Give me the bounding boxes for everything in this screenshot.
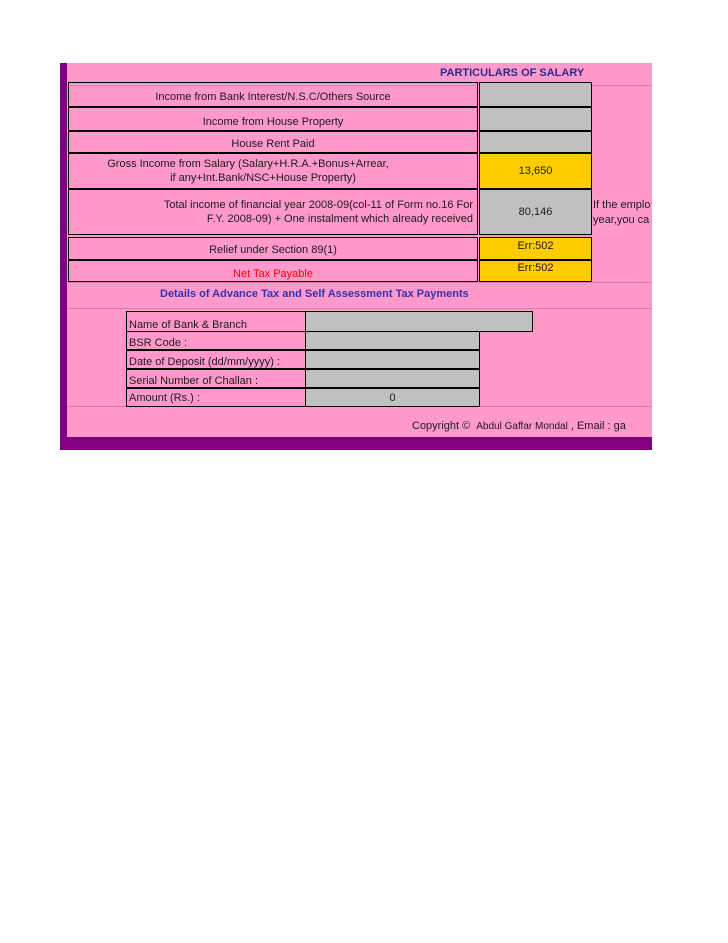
value-net-tax-payable[interactable]: Err:502 <box>479 260 592 282</box>
value-relief-89[interactable]: Err:502 <box>479 237 592 260</box>
copyright-text: Copyright © <box>412 420 471 432</box>
input-date-of-deposit[interactable] <box>305 350 480 369</box>
label-gross-income-line2: if any+Int.Bank/NSC+House Property) <box>170 172 356 184</box>
label-net-tax-payable: Net Tax Payable <box>68 260 478 282</box>
side-note <box>593 198 652 228</box>
input-house-rent-paid[interactable] <box>479 131 592 153</box>
left-border-bar <box>60 63 67 437</box>
author-name: Abdul Gaffar Mondal <box>476 421 568 432</box>
advance-tax-section-title: Details of Advance Tax and Self Assessment Tax Payments <box>160 288 469 300</box>
input-bank-interest[interactable] <box>479 82 592 107</box>
input-bsr-code[interactable] <box>305 331 480 350</box>
bottom-border-bar <box>60 437 652 450</box>
input-challan-serial[interactable] <box>305 369 480 388</box>
label-gross-income-line1: Gross Income from Salary (Salary+H.R.A.+Bonus+Arrear, <box>107 158 389 170</box>
input-house-property[interactable] <box>479 107 592 131</box>
label-house-rent-paid: House Rent Paid <box>68 131 478 153</box>
label-relief-89: Relief under Section 89(1) <box>68 237 478 260</box>
label-gross-income <box>68 153 478 189</box>
row-divider <box>67 282 652 283</box>
side-note-line1: If the emplo <box>593 199 651 211</box>
email-text: , Email : ga <box>570 420 626 432</box>
label-amount: Amount (Rs.) : <box>126 388 306 407</box>
label-total-income-line2: F.Y. 2008-09) + One instalment which already received <box>206 213 473 225</box>
label-challan-serial: Serial Number of Challan : <box>126 369 306 388</box>
input-amount[interactable]: 0 <box>305 388 480 407</box>
input-total-income[interactable]: 80,146 <box>479 189 592 235</box>
label-bank-interest: Income from Bank Interest/N.S.C/Others Source <box>68 82 478 107</box>
side-note-line2: year,you ca <box>593 214 650 226</box>
salary-section-title: PARTICULARS OF SALARY <box>440 67 585 79</box>
label-date-of-deposit: Date of Deposit (dd/mm/yyyy) : <box>126 350 306 369</box>
label-bank-branch: Name of Bank & Branch <box>126 311 306 332</box>
row-divider <box>67 308 652 309</box>
label-total-income <box>68 189 478 235</box>
label-total-income-line1: Total income of financial year 2008-09(col-11 of Form no.16 For <box>163 199 473 211</box>
label-house-property: Income from House Property <box>68 107 478 131</box>
value-gross-income[interactable]: 13,650 <box>479 153 592 189</box>
copyright-line <box>412 420 626 432</box>
spreadsheet-sheet <box>60 63 652 450</box>
input-bank-branch[interactable] <box>305 311 533 332</box>
label-bsr-code: BSR Code : <box>126 331 306 350</box>
